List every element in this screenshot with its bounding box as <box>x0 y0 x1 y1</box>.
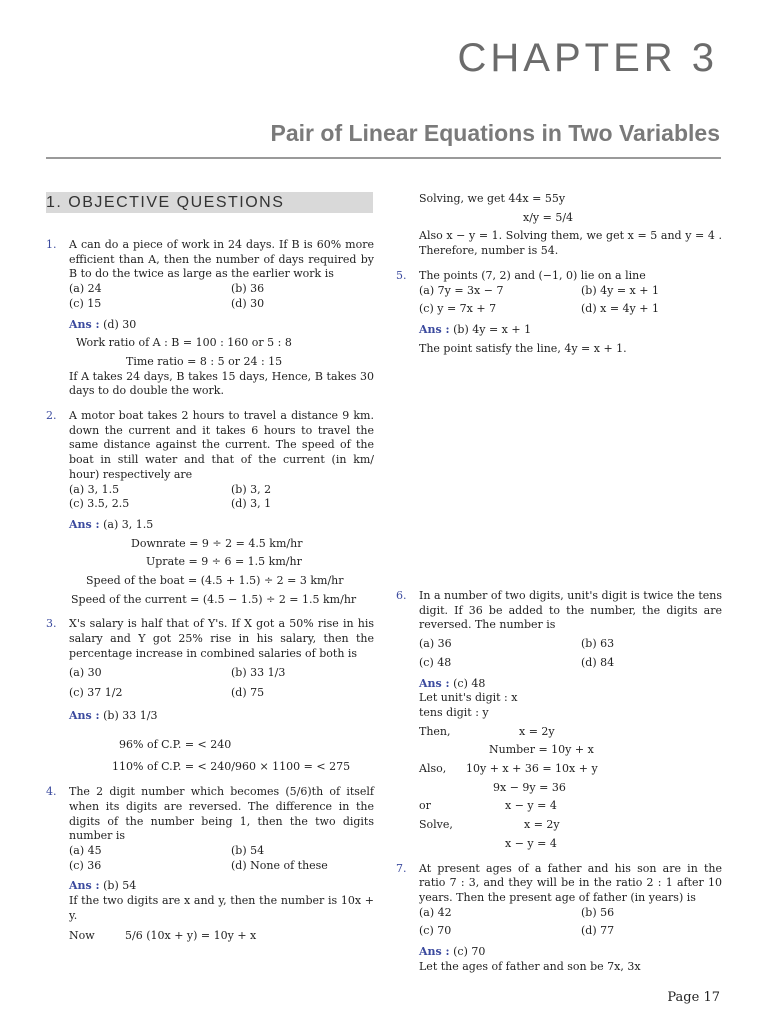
answer-value: (b) 54 <box>103 879 137 893</box>
question-number: 5. <box>396 268 407 282</box>
answer-label: Ans : <box>69 879 100 893</box>
solution-line: x/y = 5/4 <box>523 210 574 224</box>
question-number: 2. <box>46 409 57 423</box>
solution-line: x − y = 4 <box>505 799 557 813</box>
right-column <box>396 192 722 356</box>
option-d: (d) 77 <box>581 924 615 938</box>
solution-row <box>46 929 374 944</box>
solution-line: 9x − 9y = 36 <box>493 780 566 794</box>
title-divider <box>46 157 721 159</box>
answer <box>396 323 722 338</box>
solution-line: Speed of the boat = (4.5 + 1.5) ÷ 2 = 3 km/hr <box>86 574 344 588</box>
solution-line: Uprate = 9 ÷ 6 = 1.5 km/hr <box>146 555 302 569</box>
left-column <box>46 238 374 944</box>
option-d: (d) 84 <box>581 655 615 669</box>
solution-line: Work ratio of A : B = 100 : 160 or 5 : 8 <box>76 336 292 350</box>
option-b: (b) 4y = x + 1 <box>581 283 659 297</box>
answer <box>46 879 374 894</box>
answer <box>46 318 374 333</box>
answer <box>396 945 722 960</box>
option-d: (d) 3, 1 <box>231 497 272 511</box>
question-text: The points (7, 2) and (−1, 0) lie on a line <box>419 268 646 282</box>
question-number: 6. <box>396 589 407 602</box>
solution-row <box>396 818 722 833</box>
answer <box>46 709 374 724</box>
solution-line: If A takes 24 days, B takes 15 days, Hence, B takes 30 days to do double the work. <box>69 369 374 398</box>
question-text: X's salary is half that of Y's. If X got a 50% rise in his salary and Y got 25% rise in his salary, then the percentage increase in combined salaries of both is <box>69 617 374 660</box>
option-a: (a) 45 <box>69 843 102 857</box>
answer-label: Ans : <box>419 676 450 690</box>
answer-label: Ans : <box>69 708 100 722</box>
answer-value: (b) 4y = x + 1 <box>453 322 532 336</box>
solution-line: 5/6 (10x + y) = 10y + x <box>125 929 257 943</box>
solution-line: 110% of C.P. = < 240/960 × 1100 = < 275 <box>112 760 351 774</box>
option-b: (b) 63 <box>581 637 615 651</box>
solution-line: 10y + x + 36 = 10x + y <box>466 762 598 776</box>
option-a: (a) 42 <box>419 905 452 919</box>
solution-label: Also, <box>419 762 447 776</box>
option-b: (b) 33 1/3 <box>231 665 286 679</box>
options <box>46 666 374 701</box>
page-number: Page 17 <box>667 990 720 1005</box>
option-c: (c) 48 <box>419 655 452 669</box>
question-text: At present ages of a father and his son are in the ratio 7 : 3, and they will be in the ratio 2 : 1 after 10 years. Then the present age of father (in years) is <box>419 861 722 904</box>
option-d: (d) None of these <box>231 858 328 872</box>
answer-label: Ans : <box>419 945 450 959</box>
answer-value: (b) 33 1/3 <box>103 708 158 722</box>
question-text: The 2 digit number which becomes (5/6)th of itself when its digits are reversed. The difference in the digits of the number being 1, then the two digits number is <box>69 785 374 843</box>
solution-line: Number = 10y + x <box>489 743 594 757</box>
options <box>396 284 722 317</box>
option-a: (a) 24 <box>69 282 102 296</box>
solution-line: x = 2y <box>524 818 560 832</box>
question-text: A motor boat takes 2 hours to travel a distance 9 km. down the current and it takes 6 hours to travel the same distance against the current. The speed of the boat in still water and that of the current (in km/ hour) respectively are <box>69 409 374 481</box>
solution-line: tens digit : y <box>419 705 489 719</box>
option-b: (b) 54 <box>231 843 265 857</box>
solution-line: If the two digits are x and y, then the number is 10x + y. <box>69 894 374 922</box>
solution-line: Solving, we get 44x = 55y <box>419 192 566 205</box>
solution-line: x − y = 4 <box>505 836 557 850</box>
solution-line: The point satisfy the line, 4y = x + 1. <box>419 341 627 355</box>
question-text: In a number of two digits, unit's digit is twice the tens digit. If 36 be added to the number, the digits are reversed. The number is <box>419 589 722 632</box>
question-number: 1. <box>46 238 57 251</box>
option-a: (a) 3, 1.5 <box>69 482 120 496</box>
options <box>396 637 722 670</box>
solution-line: x = 2y <box>519 724 555 738</box>
solution-line: Downrate = 9 ÷ 2 = 4.5 km/hr <box>131 536 303 550</box>
option-c: (c) 37 1/2 <box>69 686 123 700</box>
solution-label: Then, <box>419 724 451 738</box>
solution-line: 96% of C.P. = < 240 <box>119 737 232 751</box>
options <box>396 906 722 939</box>
question-7 <box>396 862 722 906</box>
option-a: (a) 7y = 3x − 7 <box>419 283 504 297</box>
options <box>46 282 374 311</box>
question-3 <box>46 617 374 661</box>
answer-label: Ans : <box>419 322 450 336</box>
solution-line: Also x − y = 1. Solving them, we get x = 5 and y = 4 . Therefore, number is 54. <box>419 229 722 258</box>
answer-label: Ans : <box>69 317 100 331</box>
solution-line: Speed of the current = (4.5 − 1.5) ÷ 2 = 1.5 km/hr <box>71 592 357 606</box>
option-c: (c) 70 <box>419 924 452 938</box>
question-number: 3. <box>46 617 57 631</box>
option-b: (b) 56 <box>581 905 615 919</box>
options <box>46 844 374 873</box>
question-number: 4. <box>46 785 57 799</box>
option-a: (a) 36 <box>419 637 452 651</box>
solution-line: Time ratio = 8 : 5 or 24 : 15 <box>126 354 283 368</box>
option-c: (c) 36 <box>69 858 102 872</box>
answer-value: (c) 48 <box>453 676 486 690</box>
question-number: 7. <box>396 861 407 875</box>
solution-label: Now <box>69 929 95 943</box>
solution-row <box>396 725 722 740</box>
option-c: (c) 15 <box>69 296 102 310</box>
solution-row <box>396 799 722 814</box>
question-text: A can do a piece of work in 24 days. If B is 60% more efficient than A, then the number of days required by B to do the twice as large as the earlier work is <box>69 238 374 281</box>
answer <box>46 518 374 533</box>
question-6 <box>396 589 722 633</box>
solution-line: Let unit's digit : x <box>419 691 518 705</box>
answer-value: (d) 30 <box>103 317 137 331</box>
option-c: (c) 3.5, 2.5 <box>69 497 130 511</box>
solution-label: Solve, <box>419 818 453 832</box>
solution-row <box>396 762 722 777</box>
option-c: (c) y = 7x + 7 <box>419 302 497 316</box>
question-2 <box>46 409 374 483</box>
question-5 <box>396 269 722 284</box>
answer <box>396 677 722 692</box>
option-d: (d) 75 <box>231 686 265 700</box>
question-1 <box>46 238 374 282</box>
right-column-lower <box>396 589 722 974</box>
section-heading: 1. OBJECTIVE QUESTIONS <box>46 192 373 213</box>
chapter-heading: CHAPTER 3 <box>457 36 718 80</box>
solution-line: Let the ages of father and son be 7x, 3x <box>419 959 641 973</box>
answer-value: (a) 3, 1.5 <box>103 517 154 531</box>
option-b: (b) 3, 2 <box>231 482 272 496</box>
options <box>46 483 374 512</box>
option-a: (a) 30 <box>69 665 102 679</box>
solution-label: or <box>419 799 431 813</box>
option-b: (b) 36 <box>231 282 265 296</box>
chapter-title: Pair of Linear Equations in Two Variables <box>270 120 720 146</box>
option-d: (d) 30 <box>231 296 265 310</box>
answer-value: (c) 70 <box>453 945 486 959</box>
question-4 <box>46 785 374 844</box>
option-d: (d) x = 4y + 1 <box>581 302 659 316</box>
answer-label: Ans : <box>69 517 100 531</box>
